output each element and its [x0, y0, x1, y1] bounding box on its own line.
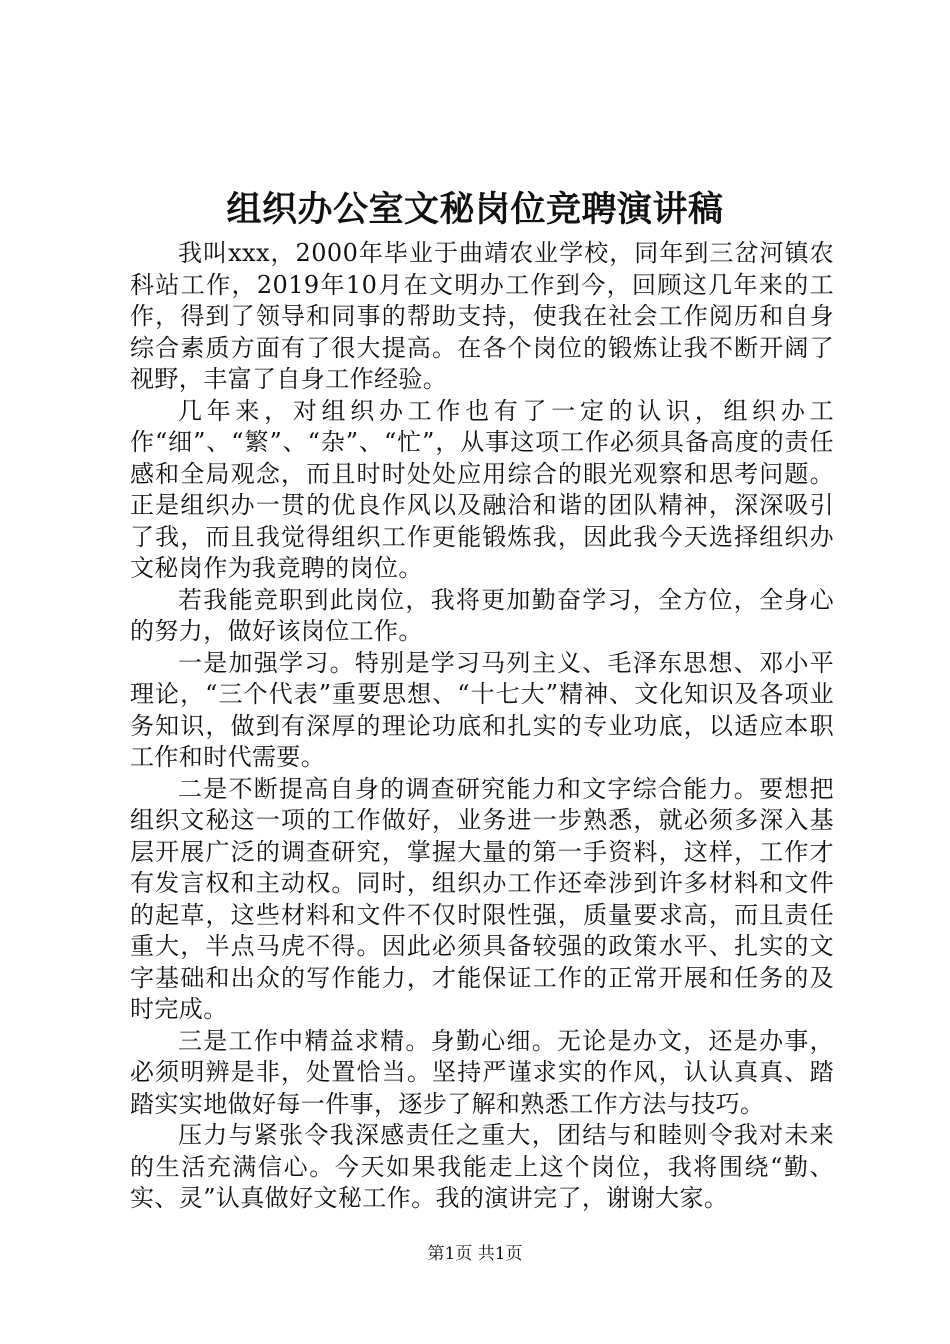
paragraph: 压力与紧张令我深感责任之重大，团结与和睦则令我对未来的生活充满信心。今天如果我能走上这个岗位，我将围绕“勤、实、灵”认真做好文秘工作。我的演讲完了，谢谢大家。 [130, 1121, 834, 1212]
paragraph: 一是加强学习。特别是学习马列主义、毛泽东思想、邓小平理论，“三个代表”重要思想、“十七大”精神、文化知识及各项业务知识，做到有深厚的理论功底和扎实的专业功底，以适应本职工作和时代需要。 [130, 648, 834, 771]
document-title: 组织办公室文秘岗位竞聘演讲稿 [226, 189, 724, 230]
paragraph: 三是工作中精益求精。身勤心细。无论是办文，还是办事，必须明辨是非，处置恰当。坚持严谨求实的作风，认认真真、踏踏实实地做好每一件事，逐步了解和熟悉工作方法与技巧。 [130, 1026, 834, 1118]
paragraph: 二是不断提高自身的调查研究能力和文字综合能力。要想把组织文秘这一项的工作做好，业务进一步熟悉，就必须多深入基层开展广泛的调查研究，掌握大量的第一手资料，这样，工作才有发言权和主动权。同时，组织办工作还牵涉到许多材料和文件的起草，这些材料和文件不仅时限性强，质量要求高，而且责任重大，半点马虎不得。因此必须具备较强的政策水平、扎实的文字基础和出众的写作能力，才能保证工作的正常开展和任务的及时完成。 [130, 774, 834, 1023]
paragraph: 几年来，对组织办工作也有了一定的认识，组织办工作“细”、“繁”、“杂”、“忙”，从事这项工作必须具备高度的责任感和全局观念，而且时时处处应用综合的眼光观察和思考问题。正是组织办一贯的优良作风以及融洽和谐的团队精神，深深吸引了我，而且我觉得组织工作更能锻炼我，因此我今天选择组织办文秘岗作为我竞聘的岗位。 [130, 396, 834, 582]
page-number-footer: 第1页 共1页 [427, 1244, 523, 1264]
paragraph: 若我能竞职到此岗位，我将更加勤奋学习，全方位，全身心的努力，做好该岗位工作。 [130, 585, 834, 645]
document-body [130, 238, 834, 1215]
paragraph: 我叫xxx，2000年毕业于曲靖农业学校，同年到三岔河镇农科站工作，2019年10月在文明办工作到今，回顾这几年来的工作，得到了领导和同事的帮助支持，使我在社会工作阅历和自身综合素质方面有了很大提高。在各个岗位的锻炼让我不断开阔了视野，丰富了自身工作经验。 [130, 239, 834, 393]
